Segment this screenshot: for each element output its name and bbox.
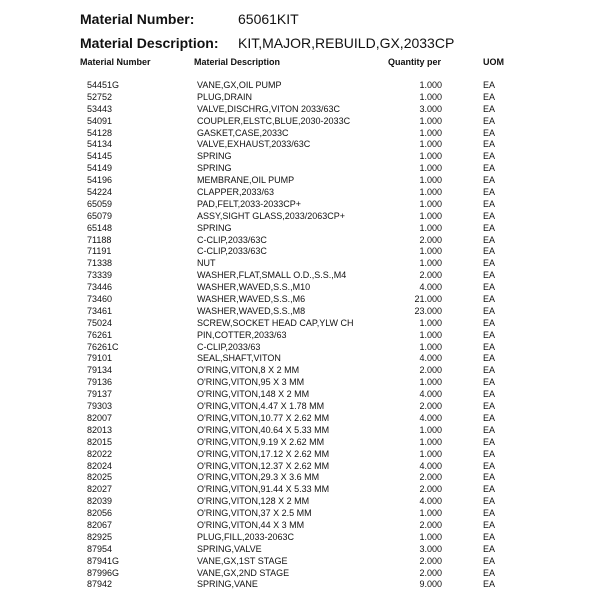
- cell-quantity: 2.000: [419, 234, 442, 245]
- cell-quantity: 4.000: [419, 389, 442, 400]
- table-row: [0, 342, 600, 354]
- cell-uom: EA: [483, 353, 496, 364]
- cell-material-number: 54149: [87, 163, 113, 174]
- cell-material-description: O'RING,VITON,37 X 2.5 MM: [197, 508, 312, 519]
- cell-material-number: 65079: [87, 210, 113, 221]
- cell-quantity: 4.000: [419, 412, 442, 423]
- table-row: [0, 187, 600, 199]
- cell-uom: EA: [483, 139, 496, 150]
- cell-quantity: 1.000: [419, 424, 442, 435]
- cell-material-number: 73339: [87, 270, 113, 281]
- column-header-number: Material Number: [80, 57, 151, 67]
- cell-material-description: PLUG,DRAIN: [197, 91, 253, 102]
- cell-uom: EA: [483, 282, 496, 293]
- cell-material-description: COUPLER,ELSTC,BLUE,2030-2033C: [197, 115, 351, 126]
- table-row: [0, 579, 600, 591]
- material-number-label: Material Number:: [80, 11, 195, 27]
- cell-uom: EA: [483, 246, 496, 257]
- cell-material-number: 87996G: [87, 567, 120, 578]
- cell-material-number: 71188: [87, 234, 112, 245]
- table-row: [0, 425, 600, 437]
- cell-material-number: 82067: [87, 519, 113, 530]
- cell-material-description: SPRING: [197, 163, 232, 174]
- cell-uom: EA: [483, 341, 496, 352]
- cell-quantity: 1.000: [419, 175, 442, 186]
- table-row: [0, 508, 600, 520]
- cell-material-description: O'RING,VITON,128 X 2 MM: [197, 496, 310, 507]
- cell-quantity: 1.000: [419, 210, 442, 221]
- cell-uom: EA: [483, 389, 496, 400]
- bill-of-materials-table: [0, 80, 600, 591]
- table-row: [0, 92, 600, 104]
- cell-material-number: 82025: [87, 472, 113, 483]
- cell-uom: EA: [483, 401, 496, 412]
- cell-quantity: 1.000: [419, 508, 442, 519]
- table-row: [0, 139, 600, 151]
- cell-uom: EA: [483, 187, 496, 198]
- table-row: [0, 258, 600, 270]
- cell-material-description: O'RING,VITON,4.47 X 1.78 MM: [197, 401, 325, 412]
- cell-material-description: C-CLIP,2033/63C: [197, 246, 267, 257]
- cell-material-description: SEAL,SHAFT,VITON: [197, 353, 281, 364]
- cell-uom: EA: [483, 305, 496, 316]
- cell-uom: EA: [483, 365, 496, 376]
- cell-quantity: 4.000: [419, 282, 442, 293]
- table-row: [0, 461, 600, 473]
- cell-material-description: MEMBRANE,OIL PUMP: [197, 175, 295, 186]
- cell-quantity: 1.000: [419, 341, 442, 352]
- cell-material-description: VALVE,EXHAUST,2033/63C: [197, 139, 311, 150]
- cell-material-description: VANE,GX,1ST STAGE: [197, 555, 288, 566]
- table-row: [0, 377, 600, 389]
- table-row: [0, 568, 600, 580]
- cell-material-number: 53443: [87, 103, 113, 114]
- cell-quantity: 1.000: [419, 436, 442, 447]
- cell-material-number: 76261: [87, 329, 113, 340]
- cell-material-number: 54145: [87, 151, 113, 162]
- cell-material-number: 82039: [87, 496, 113, 507]
- cell-material-description: O'RING,VITON,29.3 X 3.6 MM: [197, 472, 320, 483]
- table-row: [0, 104, 600, 116]
- table-row: [0, 235, 600, 247]
- table-row: [0, 151, 600, 163]
- cell-material-description: O'RING,VITON,44 X 3 MM: [197, 519, 305, 530]
- table-row: [0, 163, 600, 175]
- column-header-uom: UOM: [483, 57, 504, 67]
- cell-quantity: 2.000: [419, 555, 442, 566]
- cell-uom: EA: [483, 210, 496, 221]
- cell-material-number: 54134: [87, 139, 113, 150]
- cell-quantity: 1.000: [419, 151, 442, 162]
- cell-material-description: SPRING,VALVE: [197, 543, 262, 554]
- cell-material-description: SPRING: [197, 222, 232, 233]
- cell-uom: EA: [483, 163, 496, 174]
- cell-uom: EA: [483, 234, 496, 245]
- cell-material-number: 87942: [87, 579, 113, 590]
- cell-quantity: 1.000: [419, 258, 442, 269]
- table-row: [0, 246, 600, 258]
- cell-material-number: 73446: [87, 282, 113, 293]
- cell-quantity: 1.000: [419, 163, 442, 174]
- cell-uom: EA: [483, 543, 496, 554]
- cell-quantity: 2.000: [419, 484, 442, 495]
- cell-uom: EA: [483, 377, 496, 388]
- cell-uom: EA: [483, 412, 496, 423]
- cell-uom: EA: [483, 175, 496, 186]
- table-row: [0, 199, 600, 211]
- table-row: [0, 544, 600, 556]
- cell-material-number: 79101: [87, 353, 113, 364]
- table-row: [0, 389, 600, 401]
- table-row: [0, 306, 600, 318]
- cell-material-description: WASHER,FLAT,SMALL O.D.,S.S.,M4: [197, 270, 347, 281]
- cell-material-description: NUT: [197, 258, 216, 269]
- column-header-quantity: Quantity per: [388, 57, 442, 67]
- cell-material-description: C-CLIP,2033/63C: [197, 234, 267, 245]
- cell-uom: EA: [483, 198, 496, 209]
- cell-uom: EA: [483, 270, 496, 281]
- cell-material-description: O'RING,VITON,17.12 X 2.62 MM: [197, 448, 330, 459]
- cell-uom: EA: [483, 472, 496, 483]
- cell-material-description: SCREW,SOCKET HEAD CAP,YLW CH: [197, 317, 354, 328]
- cell-material-number: 79137: [87, 389, 113, 400]
- cell-quantity: 4.000: [419, 353, 442, 364]
- cell-material-number: 71338: [87, 258, 113, 269]
- cell-material-number: 73461: [87, 305, 113, 316]
- cell-material-number: 79136: [87, 377, 113, 388]
- cell-material-description: WASHER,WAVED,S.S.,M8: [197, 305, 306, 316]
- cell-material-description: O'RING,VITON,91.44 X 5.33 MM: [197, 484, 330, 495]
- cell-uom: EA: [483, 519, 496, 530]
- cell-quantity: 1.000: [419, 377, 442, 388]
- cell-material-number: 76261C: [87, 341, 119, 352]
- table-row: [0, 472, 600, 484]
- table-row: [0, 520, 600, 532]
- table-row: [0, 365, 600, 377]
- cell-quantity: 1.000: [419, 317, 442, 328]
- cell-uom: EA: [483, 460, 496, 471]
- cell-quantity: 2.000: [419, 519, 442, 530]
- column-header-description: Material Description: [194, 57, 281, 67]
- cell-uom: EA: [483, 496, 496, 507]
- cell-material-number: 52752: [87, 91, 113, 102]
- cell-material-number: 65059: [87, 198, 113, 209]
- material-number-value: 65061KIT: [238, 11, 299, 27]
- cell-material-description: SPRING: [197, 151, 232, 162]
- cell-material-number: 87941G: [87, 555, 120, 566]
- cell-uom: EA: [483, 258, 496, 269]
- cell-material-number: 82925: [87, 531, 113, 542]
- cell-uom: EA: [483, 115, 496, 126]
- table-row: [0, 175, 600, 187]
- cell-quantity: 2.000: [419, 270, 442, 281]
- material-number-row: [80, 11, 299, 27]
- table-row: [0, 282, 600, 294]
- cell-quantity: 1.000: [419, 448, 442, 459]
- table-row: [0, 437, 600, 449]
- cell-material-description: C-CLIP,2033/63: [197, 341, 261, 352]
- cell-quantity: 2.000: [419, 472, 442, 483]
- cell-quantity: 2.000: [419, 567, 442, 578]
- cell-quantity: 3.000: [419, 543, 442, 554]
- table-row: [0, 128, 600, 140]
- cell-material-description: O'RING,VITON,40.64 X 5.33 MM: [197, 424, 330, 435]
- cell-quantity: 1.000: [419, 222, 442, 233]
- table-row: [0, 556, 600, 568]
- cell-quantity: 1.000: [419, 329, 442, 340]
- cell-uom: EA: [483, 567, 496, 578]
- cell-material-number: 54451G: [87, 80, 120, 90]
- cell-uom: EA: [483, 151, 496, 162]
- cell-material-description: O'RING,VITON,12.37 X 2.62 MM: [197, 460, 330, 471]
- table-row: [0, 330, 600, 342]
- cell-material-number: 82022: [87, 448, 113, 459]
- cell-uom: EA: [483, 531, 496, 542]
- cell-quantity: 1.000: [419, 91, 442, 102]
- table-row: [0, 401, 600, 413]
- cell-quantity: 2.000: [419, 365, 442, 376]
- cell-quantity: 1.000: [419, 80, 442, 90]
- cell-uom: EA: [483, 579, 496, 590]
- cell-material-number: 87954: [87, 543, 113, 554]
- table-row: [0, 318, 600, 330]
- cell-material-description: O'RING,VITON,95 X 3 MM: [197, 377, 305, 388]
- cell-material-description: VANE,GX,OIL PUMP: [197, 80, 282, 90]
- material-description-label: Material Description:: [80, 35, 219, 51]
- cell-material-number: 54196: [87, 175, 113, 186]
- cell-material-description: O'RING,VITON,10.77 X 2.62 MM: [197, 412, 330, 423]
- cell-material-number: 71191: [87, 246, 112, 257]
- cell-material-number: 79134: [87, 365, 113, 376]
- material-description-value: KIT,MAJOR,REBUILD,GX,2033CP: [238, 35, 455, 51]
- cell-material-description: SPRING,VANE: [197, 579, 258, 590]
- cell-uom: EA: [483, 484, 496, 495]
- cell-quantity: 1.000: [419, 531, 442, 542]
- table-row: [0, 116, 600, 128]
- cell-quantity: 1.000: [419, 187, 442, 198]
- cell-material-description: WASHER,WAVED,S.S.,M6: [197, 294, 306, 305]
- cell-quantity: 1.000: [419, 127, 442, 138]
- cell-uom: EA: [483, 508, 496, 519]
- cell-material-description: GASKET,CASE,2033C: [197, 127, 289, 138]
- cell-quantity: 3.000: [419, 103, 442, 114]
- cell-material-number: 82015: [87, 436, 113, 447]
- table-row: [0, 211, 600, 223]
- material-description-row: [80, 35, 455, 51]
- table-row: [0, 413, 600, 425]
- table-row: [0, 223, 600, 235]
- table-row: [0, 294, 600, 306]
- cell-material-description: ASSY,SIGHT GLASS,2033/2063CP+: [197, 210, 346, 221]
- cell-uom: EA: [483, 103, 496, 114]
- cell-material-number: 65148: [87, 222, 113, 233]
- cell-quantity: 1.000: [419, 198, 442, 209]
- table-row: [0, 270, 600, 282]
- cell-uom: EA: [483, 436, 496, 447]
- table-row: [0, 80, 600, 92]
- cell-quantity: 9.000: [419, 579, 442, 590]
- table-row: [0, 484, 600, 496]
- cell-uom: EA: [483, 555, 496, 566]
- cell-material-number: 82007: [87, 412, 113, 423]
- cell-material-description: PIN,COTTER,2033/63: [197, 329, 287, 340]
- cell-quantity: 21.000: [414, 294, 442, 305]
- cell-material-number: 73460: [87, 294, 113, 305]
- cell-material-description: O'RING,VITON,148 X 2 MM: [197, 389, 310, 400]
- cell-material-description: PAD,FELT,2033-2033CP+: [197, 198, 301, 209]
- cell-material-number: 82027: [87, 484, 113, 495]
- cell-quantity: 23.000: [414, 305, 442, 316]
- cell-material-description: PLUG,FILL,2033-2063C: [197, 531, 295, 542]
- cell-quantity: 1.000: [419, 246, 442, 257]
- cell-material-number: 82056: [87, 508, 113, 519]
- cell-uom: EA: [483, 329, 496, 340]
- cell-material-description: VANE,GX,2ND STAGE: [197, 567, 290, 578]
- cell-uom: EA: [483, 294, 496, 305]
- cell-uom: EA: [483, 448, 496, 459]
- cell-material-number: 82024: [87, 460, 113, 471]
- table-row: [0, 449, 600, 461]
- cell-material-number: 75024: [87, 317, 113, 328]
- cell-material-number: 54224: [87, 187, 113, 198]
- cell-material-description: O'RING,VITON,9.19 X 2.62 MM: [197, 436, 325, 447]
- cell-uom: EA: [483, 424, 496, 435]
- cell-material-description: WASHER,WAVED,S.S.,M10: [197, 282, 311, 293]
- cell-quantity: 4.000: [419, 460, 442, 471]
- table-row: [0, 496, 600, 508]
- cell-uom: EA: [483, 80, 496, 90]
- table-row: [0, 353, 600, 365]
- cell-material-description: VALVE,DISCHRG,VITON 2033/63C: [197, 103, 341, 114]
- cell-quantity: 1.000: [419, 115, 442, 126]
- cell-uom: EA: [483, 91, 496, 102]
- table-row: [0, 532, 600, 544]
- cell-material-number: 82013: [87, 424, 113, 435]
- cell-uom: EA: [483, 317, 496, 328]
- cell-quantity: 1.000: [419, 139, 442, 150]
- cell-material-number: 79303: [87, 401, 113, 412]
- cell-material-number: 54091: [87, 115, 113, 126]
- cell-material-number: 54128: [87, 127, 113, 138]
- cell-quantity: 4.000: [419, 496, 442, 507]
- cell-quantity: 2.000: [419, 401, 442, 412]
- cell-uom: EA: [483, 127, 496, 138]
- cell-material-description: O'RING,VITON,8 X 2 MM: [197, 365, 300, 376]
- cell-uom: EA: [483, 222, 496, 233]
- cell-material-description: CLAPPER,2033/63: [197, 187, 275, 198]
